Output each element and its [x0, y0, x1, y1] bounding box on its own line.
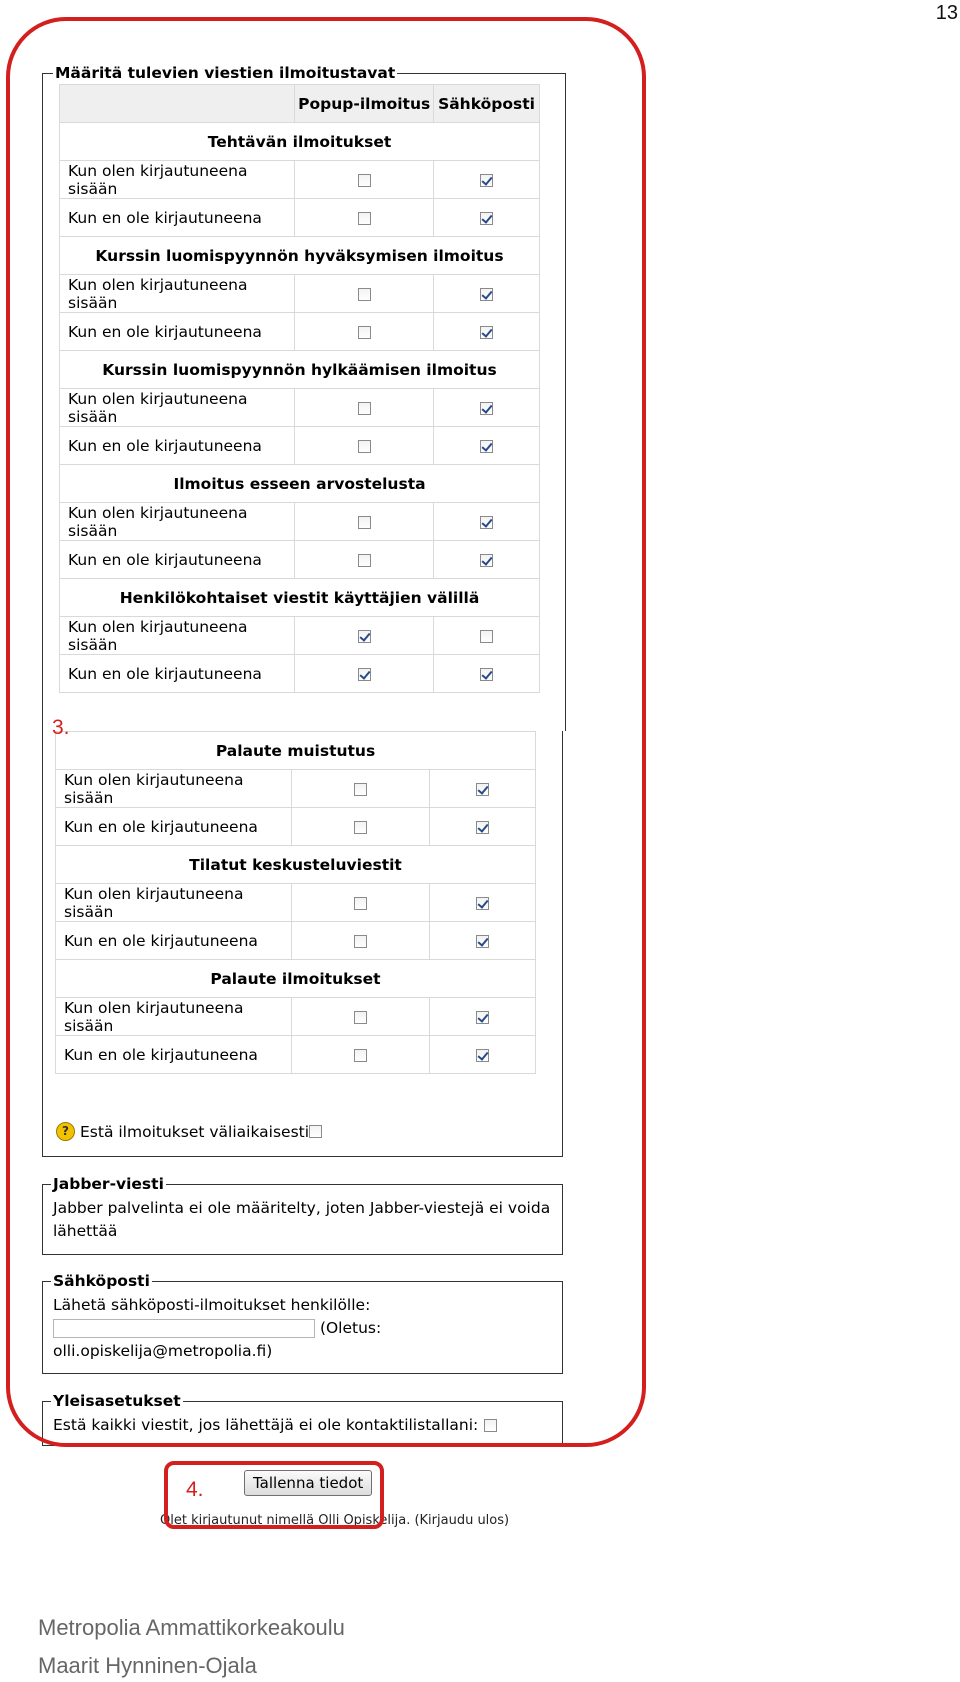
notification-group-title: Kurssin luomispyynnön hyväksymisen ilmoitus	[60, 237, 540, 275]
email-checkbox[interactable]	[480, 554, 493, 567]
notification-state-label: Kun en ole kirjautuneena	[60, 199, 295, 237]
notification-group-row	[56, 960, 536, 998]
email-cell	[434, 541, 540, 579]
notification-group-row	[56, 846, 536, 884]
email-column-header: Sähköposti	[434, 85, 540, 123]
notification-group-title: Palaute muistutus	[56, 732, 536, 770]
notification-state-label: Kun olen kirjautuneena sisään	[60, 389, 295, 427]
general-legend: Yleisasetukset	[53, 1392, 181, 1410]
general-fieldset	[42, 1394, 563, 1446]
notification-group-title: Kurssin luomispyynnön hylkäämisen ilmoitus	[60, 351, 540, 389]
notification-state-label: Kun en ole kirjautuneena	[56, 922, 292, 960]
block-messages-label: Estä kaikki viestit, jos lähettäjä ei ole kontaktilistallani:	[53, 1415, 479, 1434]
email-cell	[434, 655, 540, 693]
notification-group-row	[56, 732, 536, 770]
popup-cell	[291, 1036, 430, 1074]
step-marker-4: 4.	[186, 1478, 204, 1501]
table-row	[60, 389, 540, 427]
logged-in-status: Olet kirjautunut nimellä Olli Opiskelija. (Kirjaudu ulos)	[160, 1513, 510, 1528]
popup-checkbox[interactable]	[354, 783, 367, 796]
email-cell	[434, 275, 540, 313]
table-row	[60, 275, 540, 313]
popup-checkbox[interactable]	[354, 935, 367, 948]
popup-cell	[295, 541, 434, 579]
popup-cell	[295, 617, 434, 655]
table-row	[56, 998, 536, 1036]
table-row	[60, 617, 540, 655]
email-checkbox[interactable]	[480, 288, 493, 301]
notification-group-title: Tehtävän ilmoitukset	[60, 123, 540, 161]
notification-state-label: Kun olen kirjautuneena sisään	[60, 161, 295, 199]
block-messages-checkbox[interactable]	[484, 1419, 497, 1432]
email-cell	[434, 161, 540, 199]
email-cell	[434, 313, 540, 351]
popup-cell	[295, 161, 434, 199]
table-row	[56, 770, 536, 808]
email-checkbox[interactable]	[476, 897, 489, 910]
popup-cell	[295, 427, 434, 465]
email-checkbox[interactable]	[480, 402, 493, 415]
footer-author: Maarit Hynninen-Ojala	[38, 1653, 257, 1678]
email-checkbox[interactable]	[480, 668, 493, 681]
notification-group-title: Palaute ilmoitukset	[56, 960, 536, 998]
table-row	[56, 1036, 536, 1074]
popup-column-header: Popup-ilmoitus	[295, 85, 434, 123]
email-checkbox[interactable]	[476, 935, 489, 948]
popup-checkbox[interactable]	[358, 630, 371, 643]
table-row	[60, 655, 540, 693]
popup-cell	[295, 199, 434, 237]
table-row	[60, 161, 540, 199]
notification-state-label: Kun olen kirjautuneena sisään	[56, 770, 292, 808]
notification-state-label: Kun olen kirjautuneena sisään	[60, 503, 295, 541]
table-row	[56, 922, 536, 960]
popup-checkbox[interactable]	[354, 1049, 367, 1062]
email-cell	[430, 884, 536, 922]
notification-state-label: Kun en ole kirjautuneena	[56, 808, 292, 846]
popup-checkbox[interactable]	[358, 516, 371, 529]
email-cell	[434, 199, 540, 237]
email-input[interactable]	[53, 1319, 315, 1338]
notification-group-title: Ilmoitus esseen arvostelusta	[60, 465, 540, 503]
notification-group-title: Tilatut keskusteluviestit	[56, 846, 536, 884]
email-checkbox[interactable]	[476, 1049, 489, 1062]
popup-checkbox[interactable]	[354, 821, 367, 834]
email-cell	[430, 998, 536, 1036]
popup-checkbox[interactable]	[358, 554, 371, 567]
popup-checkbox[interactable]	[354, 897, 367, 910]
page-number: 13	[935, 2, 958, 24]
popup-cell	[291, 808, 430, 846]
email-default-address: olli.opiskelija@metropolia.fi)	[53, 1341, 273, 1360]
email-checkbox[interactable]	[476, 1011, 489, 1024]
help-icon[interactable]: ?	[56, 1122, 75, 1141]
notification-group-row	[60, 465, 540, 503]
email-checkbox[interactable]	[476, 783, 489, 796]
email-cell	[430, 808, 536, 846]
email-checkbox[interactable]	[480, 630, 493, 643]
email-cell	[434, 617, 540, 655]
popup-checkbox[interactable]	[358, 440, 371, 453]
notification-state-label: Kun olen kirjautuneena sisään	[56, 884, 292, 922]
jabber-fieldset	[42, 1177, 563, 1255]
table-row	[60, 427, 540, 465]
popup-checkbox[interactable]	[358, 326, 371, 339]
notification-state-label: Kun en ole kirjautuneena	[56, 1036, 292, 1074]
notification-state-label: Kun en ole kirjautuneena	[60, 541, 295, 579]
popup-checkbox[interactable]	[358, 288, 371, 301]
popup-cell	[291, 884, 430, 922]
popup-cell	[291, 998, 430, 1036]
table-row	[60, 199, 540, 237]
table-row	[56, 884, 536, 922]
email-fieldset	[42, 1274, 563, 1374]
table-row	[60, 313, 540, 351]
popup-checkbox[interactable]	[358, 212, 371, 225]
email-cell	[430, 922, 536, 960]
table-row	[60, 503, 540, 541]
popup-checkbox[interactable]	[358, 174, 371, 187]
popup-checkbox[interactable]	[354, 1011, 367, 1024]
email-default-prefix: (Oletus:	[319, 1318, 382, 1337]
email-cell	[430, 1036, 536, 1074]
email-cell	[430, 770, 536, 808]
popup-checkbox[interactable]	[358, 668, 371, 681]
notification-state-label: Kun en ole kirjautuneena	[60, 655, 295, 693]
jabber-message: Jabber palvelinta ei ole määritelty, joten Jabber-viestejä ei voida lähettää	[53, 1198, 551, 1240]
step-marker-3: 3.	[52, 716, 70, 739]
notification-group-title: Henkilökohtaiset viestit käyttäjien välillä	[60, 579, 540, 617]
notification-state-label: Kun en ole kirjautuneena	[60, 313, 295, 351]
popup-cell	[291, 770, 430, 808]
email-checkbox[interactable]	[480, 516, 493, 529]
email-label: Lähetä sähköposti-ilmoitukset henkilölle:	[53, 1295, 371, 1314]
notification-state-label: Kun en ole kirjautuneena	[60, 427, 295, 465]
popup-cell	[295, 275, 434, 313]
popup-cell	[291, 922, 430, 960]
email-checkbox[interactable]	[476, 821, 489, 834]
popup-cell	[295, 503, 434, 541]
notification-group-row	[60, 351, 540, 389]
email-checkbox[interactable]	[480, 440, 493, 453]
table-row	[56, 808, 536, 846]
notification-group-row	[60, 123, 540, 161]
disable-temporarily-row	[56, 1122, 322, 1141]
notification-group-row	[60, 579, 540, 617]
disable-temporarily-label: Estä ilmoitukset väliaikaisesti	[80, 1122, 310, 1141]
jabber-legend: Jabber-viesti	[53, 1175, 164, 1193]
notification-state-label: Kun olen kirjautuneena sisään	[60, 275, 295, 313]
email-checkbox[interactable]	[480, 326, 493, 339]
notification-table	[59, 84, 540, 693]
email-legend: Sähköposti	[53, 1272, 150, 1290]
popup-cell	[295, 655, 434, 693]
save-button[interactable]: Tallenna tiedot	[244, 1470, 372, 1496]
footer-organization: Metropolia Ammattikorkeakoulu	[38, 1615, 345, 1640]
notification-table-continued	[55, 731, 536, 1074]
notification-state-label: Kun olen kirjautuneena sisään	[56, 998, 292, 1036]
email-checkbox[interactable]	[480, 212, 493, 225]
disable-temporarily-checkbox[interactable]	[309, 1125, 322, 1138]
popup-checkbox[interactable]	[358, 402, 371, 415]
email-cell	[434, 503, 540, 541]
table-row	[60, 541, 540, 579]
popup-cell	[295, 313, 434, 351]
notification-group-row	[60, 237, 540, 275]
notification-legend: Määritä tulevien viestien ilmoitustavat	[55, 64, 396, 82]
email-cell	[434, 427, 540, 465]
popup-cell	[295, 389, 434, 427]
email-checkbox[interactable]	[480, 174, 493, 187]
header-blank-cell	[60, 85, 295, 123]
email-cell	[434, 389, 540, 427]
notification-state-label: Kun olen kirjautuneena sisään	[60, 617, 295, 655]
